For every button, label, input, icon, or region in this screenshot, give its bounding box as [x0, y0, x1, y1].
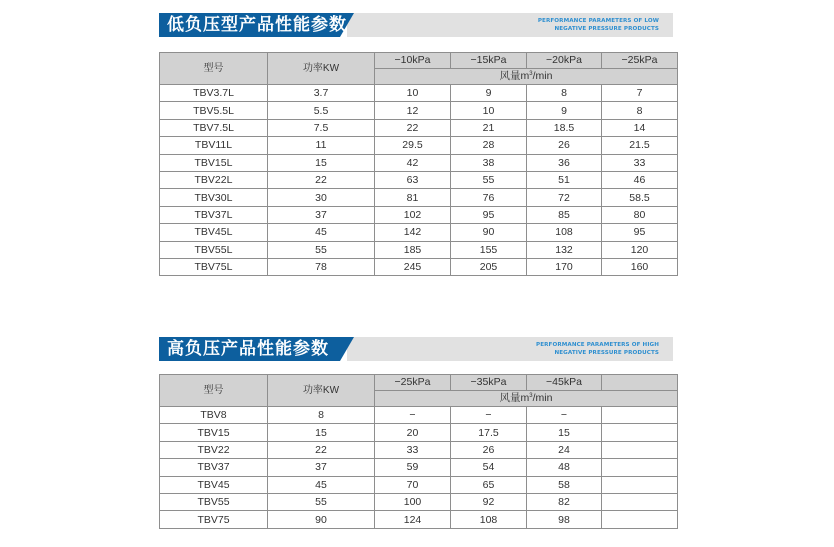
subtitle-line-1: PERFORMANCE PARAMETERS OF HIGH [536, 342, 659, 348]
table-row [160, 206, 678, 223]
cell-value: 85 [527, 206, 602, 223]
cell-power: 8 [268, 407, 375, 424]
cell-value: 70 [375, 476, 451, 493]
header-airflow [375, 391, 678, 407]
header-pressure: −10kPa [375, 53, 451, 69]
cell-value [602, 476, 678, 493]
table-row [160, 476, 678, 493]
cell-value: 42 [375, 154, 451, 171]
table-row [160, 102, 678, 119]
airflow-unit: /min [532, 392, 553, 404]
table-row [160, 171, 678, 188]
cell-power: 78 [268, 258, 375, 275]
cell-model: TBV75L [160, 258, 268, 275]
header-power: 功率KW [268, 375, 375, 407]
cell-value: 29.5 [375, 137, 451, 154]
cell-model: TBV8 [160, 407, 268, 424]
cell-power: 55 [268, 493, 375, 510]
low-pressure-rows [160, 85, 678, 276]
cell-power: 30 [268, 189, 375, 206]
cell-value: 132 [527, 241, 602, 258]
cell-value: 72 [527, 189, 602, 206]
cell-value: 12 [375, 102, 451, 119]
cell-model: TBV30L [160, 189, 268, 206]
cell-value: 108 [451, 511, 527, 528]
cell-power: 5.5 [268, 102, 375, 119]
cell-power: 37 [268, 459, 375, 476]
table-row [160, 407, 678, 424]
cell-value: 10 [451, 102, 527, 119]
cell-value: 59 [375, 459, 451, 476]
cell-value: 33 [375, 441, 451, 458]
cell-value: 22 [375, 119, 451, 136]
cell-value: 81 [375, 189, 451, 206]
table-row [160, 441, 678, 458]
header-pressure: −45kPa [527, 375, 602, 391]
cell-model: TBV45L [160, 224, 268, 241]
cell-value: 100 [375, 493, 451, 510]
header-pressure: −15kPa [451, 53, 527, 69]
cell-value: 8 [602, 102, 678, 119]
table-row [160, 189, 678, 206]
airflow-sup: 3 [529, 71, 533, 77]
header-model: 型号 [160, 53, 268, 85]
header-pressure: −20kPa [527, 53, 602, 69]
cell-value: 76 [451, 189, 527, 206]
cell-value: 205 [451, 258, 527, 275]
cell-value: 120 [602, 241, 678, 258]
cell-value: 9 [527, 102, 602, 119]
cell-value: 54 [451, 459, 527, 476]
airflow-label: 风量m [499, 70, 530, 82]
cell-value: 108 [527, 224, 602, 241]
header-power: 功率KW [268, 53, 375, 85]
cell-power: 3.7 [268, 85, 375, 102]
cell-value: − [527, 407, 602, 424]
cell-power: 45 [268, 224, 375, 241]
subtitle-line-2: NEGATIVE PRESSURE PRODUCTS [554, 26, 659, 32]
cell-value: 8 [527, 85, 602, 102]
cell-value: 65 [451, 476, 527, 493]
cell-value: 80 [602, 206, 678, 223]
cell-value [602, 459, 678, 476]
cell-value [602, 424, 678, 441]
cell-value: 160 [602, 258, 678, 275]
cell-model: TBV22 [160, 441, 268, 458]
low-pressure-title: 低负压型产品性能参数 [167, 15, 347, 35]
cell-value: 98 [527, 511, 602, 528]
cell-value: 102 [375, 206, 451, 223]
cell-value: 15 [527, 424, 602, 441]
cell-power: 90 [268, 511, 375, 528]
cell-model: TBV7.5L [160, 119, 268, 136]
header-pressure: −25kPa [375, 375, 451, 391]
cell-value: 21 [451, 119, 527, 136]
cell-value: 51 [527, 171, 602, 188]
table-row [160, 85, 678, 102]
cell-value: 124 [375, 511, 451, 528]
high-pressure-table [159, 374, 678, 529]
cell-value: − [375, 407, 451, 424]
low-pressure-table [159, 52, 678, 276]
cell-value [602, 407, 678, 424]
cell-value: 48 [527, 459, 602, 476]
header-pressure-empty [602, 375, 678, 391]
table-row [160, 493, 678, 510]
cell-value: 21.5 [602, 137, 678, 154]
cell-value [602, 511, 678, 528]
cell-value: 26 [451, 441, 527, 458]
airflow-sup: 3 [529, 393, 533, 399]
cell-value: − [451, 407, 527, 424]
cell-model: TBV3.7L [160, 85, 268, 102]
cell-model: TBV22L [160, 171, 268, 188]
table-row [160, 459, 678, 476]
table-row [160, 258, 678, 275]
airflow-unit: /min [532, 70, 553, 82]
cell-power: 15 [268, 154, 375, 171]
cell-value [602, 493, 678, 510]
cell-value: 36 [527, 154, 602, 171]
cell-model: TBV75 [160, 511, 268, 528]
cell-value: 33 [602, 154, 678, 171]
header-pressure: −35kPa [451, 375, 527, 391]
cell-model: TBV55 [160, 493, 268, 510]
table-row [160, 137, 678, 154]
cell-value: 24 [527, 441, 602, 458]
cell-power: 22 [268, 171, 375, 188]
cell-value: 18.5 [527, 119, 602, 136]
cell-value: 95 [602, 224, 678, 241]
cell-value: 142 [375, 224, 451, 241]
high-pressure-rows [160, 407, 678, 529]
cell-value: 55 [451, 171, 527, 188]
table-row [160, 424, 678, 441]
cell-value: 92 [451, 493, 527, 510]
cell-value: 63 [375, 171, 451, 188]
low-pressure-subtitle [538, 17, 659, 33]
header-pressure: −25kPa [602, 53, 678, 69]
cell-value: 28 [451, 137, 527, 154]
cell-value: 90 [451, 224, 527, 241]
table-row [160, 511, 678, 528]
table-row [160, 224, 678, 241]
cell-value [602, 441, 678, 458]
cell-model: TBV11L [160, 137, 268, 154]
cell-model: TBV37L [160, 206, 268, 223]
cell-power: 22 [268, 441, 375, 458]
cell-value: 26 [527, 137, 602, 154]
cell-power: 45 [268, 476, 375, 493]
cell-value: 38 [451, 154, 527, 171]
cell-power: 11 [268, 137, 375, 154]
cell-value: 17.5 [451, 424, 527, 441]
low-pressure-banner [159, 13, 673, 37]
cell-model: TBV55L [160, 241, 268, 258]
cell-value: 95 [451, 206, 527, 223]
cell-model: TBV15 [160, 424, 268, 441]
cell-value: 58.5 [602, 189, 678, 206]
cell-value: 170 [527, 258, 602, 275]
cell-value: 185 [375, 241, 451, 258]
cell-power: 37 [268, 206, 375, 223]
header-airflow [375, 69, 678, 85]
cell-value: 58 [527, 476, 602, 493]
high-pressure-subtitle [536, 341, 659, 357]
header-model: 型号 [160, 375, 268, 407]
cell-value: 14 [602, 119, 678, 136]
airflow-label: 风量m [499, 392, 530, 404]
table-row [160, 119, 678, 136]
cell-power: 55 [268, 241, 375, 258]
cell-power: 7.5 [268, 119, 375, 136]
table-row [160, 154, 678, 171]
high-pressure-title: 高负压产品性能参数 [167, 339, 329, 359]
cell-value: 155 [451, 241, 527, 258]
cell-model: TBV15L [160, 154, 268, 171]
cell-value: 82 [527, 493, 602, 510]
high-pressure-banner [159, 337, 673, 361]
cell-value: 7 [602, 85, 678, 102]
table-row [160, 241, 678, 258]
cell-power: 15 [268, 424, 375, 441]
subtitle-line-1: PERFORMANCE PARAMETERS OF LOW [537, 18, 659, 24]
subtitle-line-2: NEGATIVE PRESSURE PRODUCTS [554, 350, 659, 356]
cell-model: TBV37 [160, 459, 268, 476]
cell-model: TBV5.5L [160, 102, 268, 119]
cell-value: 9 [451, 85, 527, 102]
cell-value: 20 [375, 424, 451, 441]
cell-value: 245 [375, 258, 451, 275]
cell-value: 10 [375, 85, 451, 102]
cell-value: 46 [602, 171, 678, 188]
cell-model: TBV45 [160, 476, 268, 493]
